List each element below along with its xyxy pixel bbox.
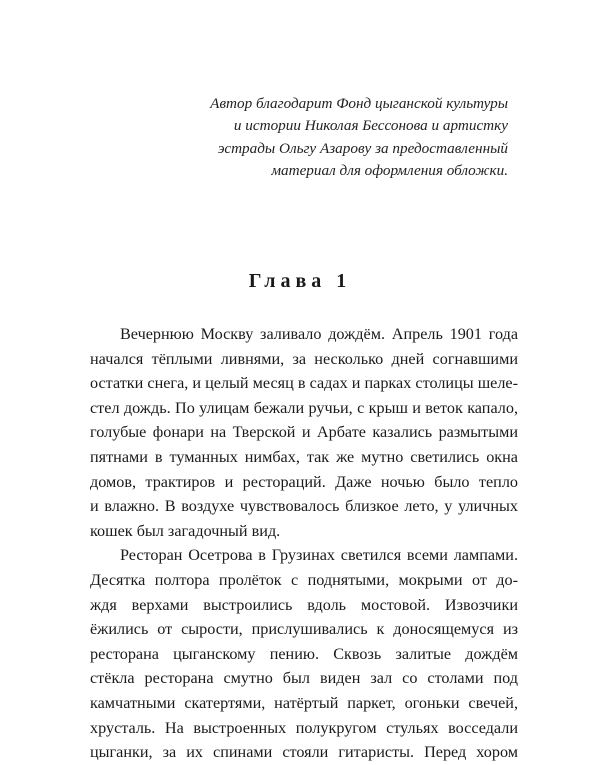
text-line: ресторана цыганскому пению. Сквозь залитые дождём <box>90 644 518 663</box>
chapter-body-text <box>90 322 518 765</box>
text-line: голубые фонари на Тверской и Арбате казались размытыми <box>90 423 518 442</box>
text-line: Вечернюю Москву заливало дождём. Апрель 1901 года <box>120 325 518 343</box>
text-line: начался тёплыми ливнями, за несколько дней согнавшими <box>90 349 518 368</box>
text-line: ёжились от сырости, прислушивались к доносящемуся из <box>90 620 518 639</box>
text-line: остатки снега, и целый месяц в садах и парках столицы шеле- <box>90 374 518 393</box>
chapter-title: Глава 1 <box>248 270 352 292</box>
text-line: камчатными скатертями, натёртый паркет, огоньки свечей, <box>90 693 518 712</box>
text-line: домов, трактиров и ресторaций. Даже ночью было тепло <box>90 472 518 491</box>
text-line: и влажно. В воздухе чувствовалось близкое лето, у уличных <box>90 497 518 516</box>
text-line: Ресторан Осетрова в Грузинах светился всеми лампами. <box>120 546 518 565</box>
text-line: пятнами в туманных нимбах, так же мутно светились окна <box>90 447 518 466</box>
dedication-line: и истории Николая Бессонова и артистку <box>233 117 508 135</box>
paragraph <box>90 543 518 764</box>
text-line: кошек был загадочный вид. <box>90 521 281 540</box>
text-line: ждя верхами выстроились вдоль мостовой. Извозчики <box>90 595 518 614</box>
text-line: Десятка полтора пролёток с поднятыми, мокрыми от до- <box>90 570 518 589</box>
dedication-line: Автор благодарит Фонд цыганской культуры <box>210 95 508 112</box>
dedication-line: эстрады Ольгу Азарову за предоставленный <box>217 139 508 157</box>
text-line: хрусталь. На выстроенных полукругом стульях восседали <box>90 718 518 737</box>
text-line: цыганки, за их спинами стояли гитаристы. Перед хором <box>90 743 518 762</box>
text-line: стел дождь. По улицам бежали ручьи, с крыш и веток капало, <box>90 398 518 417</box>
dedication-line: материал для оформления обложки. <box>271 161 508 179</box>
text-line: стёкла ресторана смутно был виден зал со столами под <box>90 669 518 688</box>
paragraph <box>90 322 518 543</box>
dedication-note <box>148 93 508 182</box>
